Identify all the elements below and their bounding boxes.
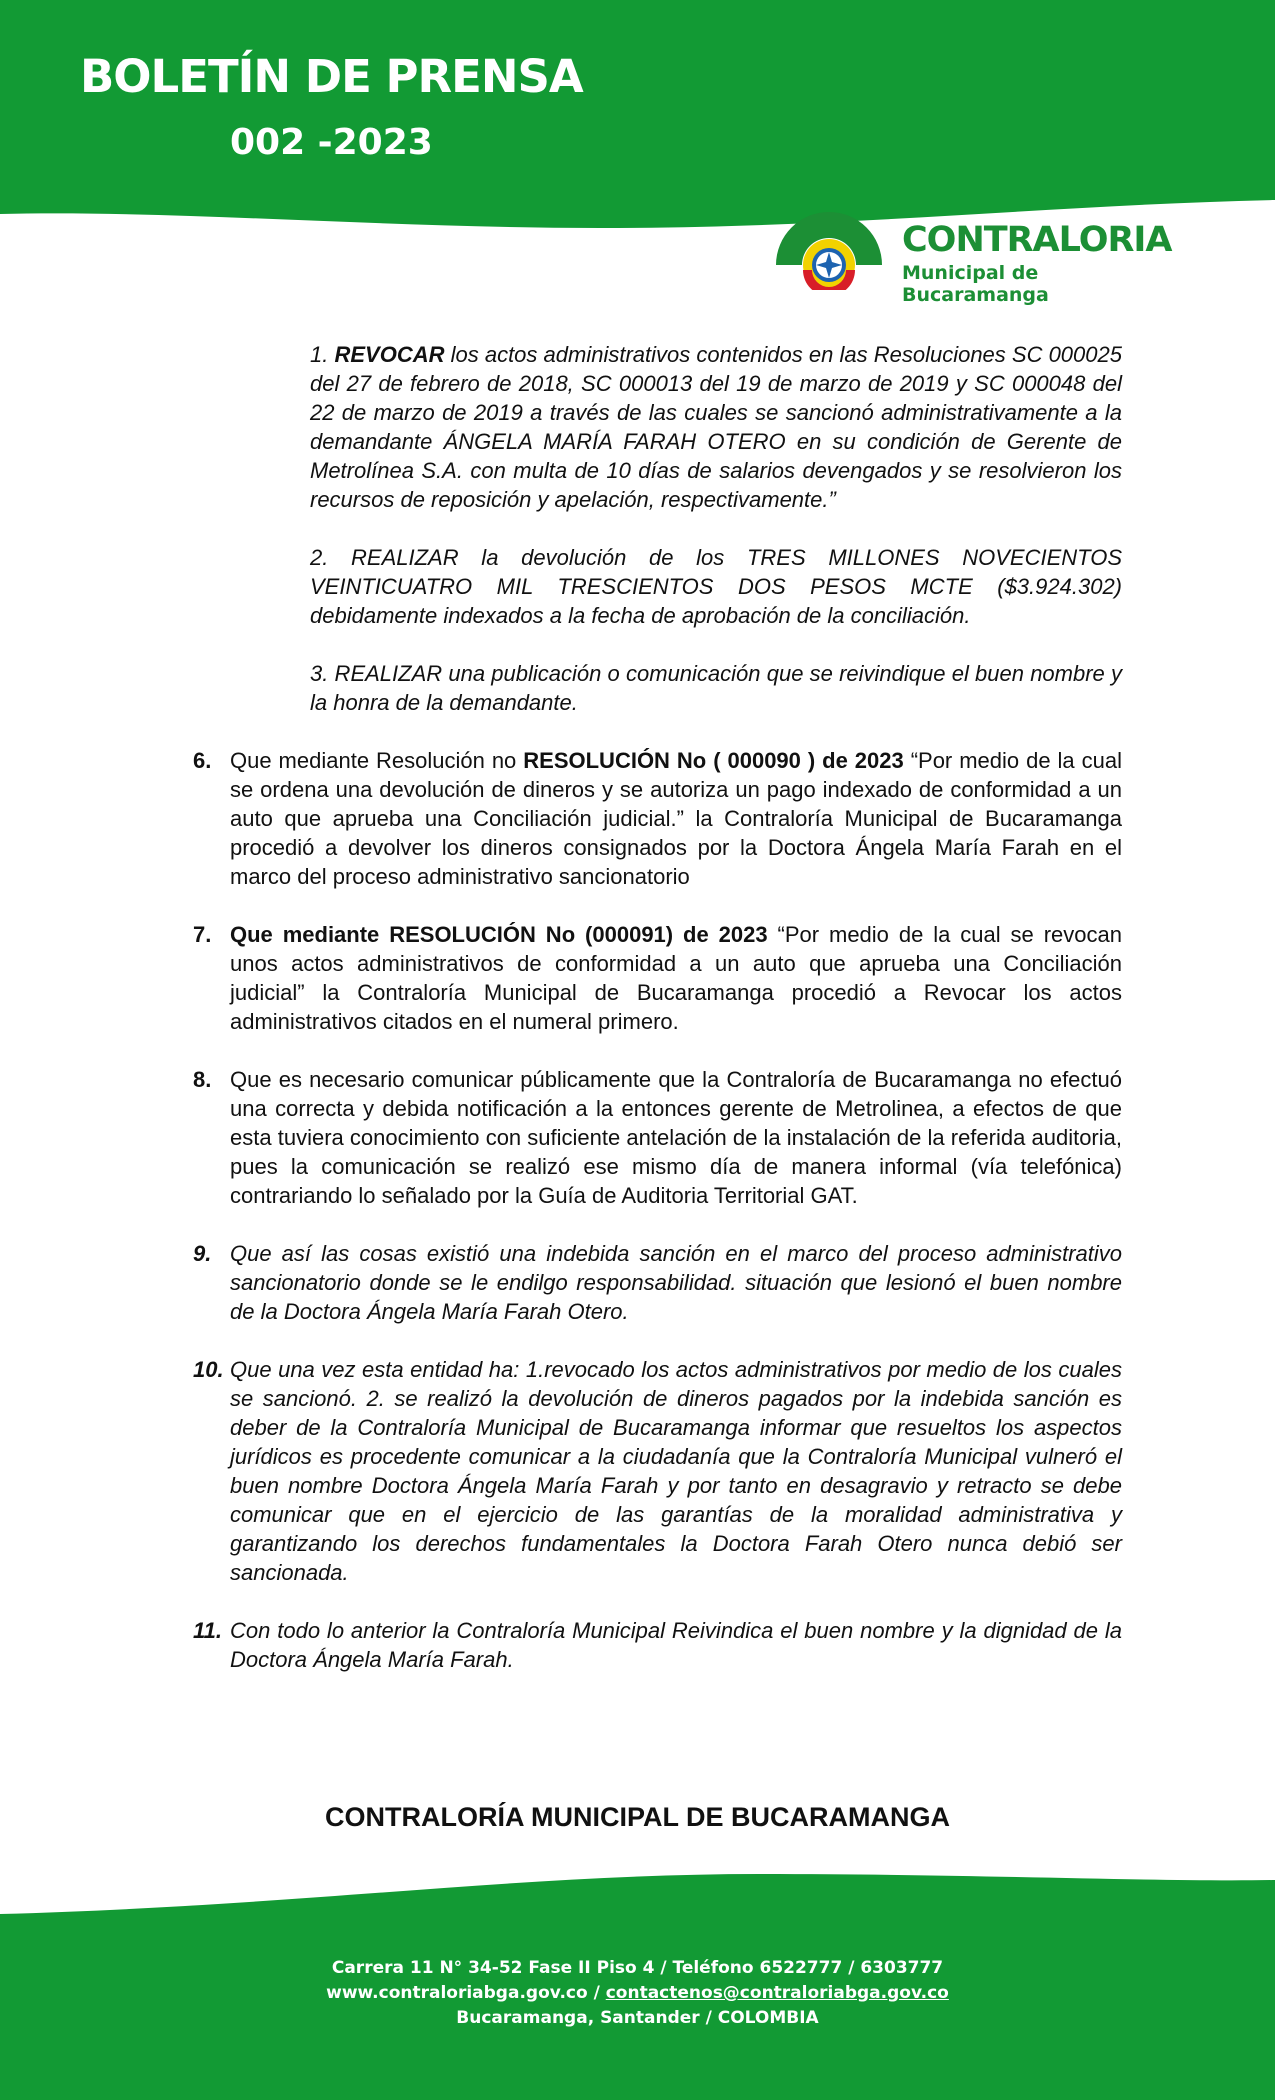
sub-item-1-prefix: 1. bbox=[310, 342, 335, 367]
email-link[interactable]: contactenos@contraloriabga.gov.co bbox=[605, 1983, 949, 2003]
contraloria-logo bbox=[774, 210, 1174, 306]
item-6-lead: Que mediante Resolución no bbox=[230, 748, 524, 773]
footer-links bbox=[0, 1981, 1275, 2006]
header-band bbox=[0, 0, 1275, 240]
logo-emblem-icon bbox=[774, 210, 884, 290]
sub-item-1-bold: REVOCAR bbox=[334, 342, 445, 367]
bulletin-title: BOLETÍN DE PRENSA bbox=[80, 50, 583, 103]
footer-city: Bucaramanga, Santander / COLOMBIA bbox=[456, 2008, 819, 2028]
item-7-bold: Que mediante RESOLUCIÓN No (000091) de 2023 bbox=[230, 922, 768, 947]
item-text: Con todo lo anterior la Contraloría Municipal Reivindica el buen nombre y la dignidad de la Doctora Ángela María Farah. bbox=[230, 1618, 1122, 1672]
item-number: 8. bbox=[193, 1067, 212, 1092]
numbered-item-9 bbox=[193, 1239, 1122, 1326]
sub-item-2: 2. REALIZAR la devolución de los TRES MILLONES NOVECIENTOS VEINTICUATRO MIL TRESCIENTOS DOS PESOS MCTE ($3.924.302) debidamente indexados a la fecha de aprobación de la conciliación. bbox=[310, 545, 1122, 628]
website-link[interactable]: www.contraloriabga.gov.co bbox=[326, 1983, 588, 2003]
bulletin-body bbox=[0, 318, 1275, 1703]
item-number: 10. bbox=[193, 1357, 224, 1382]
item-number: 9. bbox=[193, 1241, 212, 1266]
logo-wordmark: CONTRALORIA bbox=[902, 220, 1172, 260]
numbered-item-11 bbox=[193, 1616, 1122, 1674]
item-7-text: “Por medio de la cual se revocan unos actos administrativos de conformidad a un auto que aprueba una Conciliación judicial” la Contraloría Municipal de Bucaramanga procedió a Revocar los actos administrativos citados en el numeral primero. bbox=[230, 922, 1122, 1034]
footer-contact bbox=[0, 1956, 1275, 2031]
sub-item-3: 3. REALIZAR una publicación o comunicación que se reivindique el buen nombre y la honra de la demandante. bbox=[310, 661, 1122, 715]
item-text bbox=[230, 746, 1122, 891]
item-text: Que es necesario comunicar públicamente que la Contraloría de Bucaramanga no efectuó una correcta y debida notificación a la entonces gerente de Metrolinea, a efectos de que esta tuviera conocimiento con suficiente antelación de la instalación de la referida auditoria, pues la comunicación se realizó ese mismo día de manera informal (vía telefónica) contrariando lo señalado por la Guía de Auditoria Territorial GAT. bbox=[230, 1067, 1122, 1208]
signature: CONTRALORÍA MUNICIPAL DE BUCARAMANGA bbox=[325, 1802, 950, 1832]
item-text bbox=[230, 920, 1122, 1036]
numbered-item-7 bbox=[193, 920, 1122, 1036]
bulletin-number: 002 -2023 bbox=[230, 122, 433, 163]
item-number: 11. bbox=[193, 1618, 222, 1643]
numbered-item-8 bbox=[193, 1065, 1122, 1210]
numbered-item-10 bbox=[193, 1355, 1122, 1587]
footer-address: Carrera 11 N° 34-52 Fase II Piso 4 / Teléfono 6522777 / 6303777 bbox=[331, 1958, 944, 1978]
item-text: Que una vez esta entidad ha: 1.revocado los actos administrativos por medio de los cuales se sancionó. 2. se realizó la devolución de dineros pagados por la indebida sanción es deber de la Contraloría Municipal de Bucaramanga informar que resueltos los aspectos jurídicos es procedente comunicar a la ciudadanía que la Contraloría Municipal vulneró el buen nombre Doctora Ángela María Farah y por tanto en desagravio y retracto se debe comunicar que en el ejercicio de las garantías de la moralidad administrativa y garantizando los derechos fundamentales la Doctora Farah Otero nunca debió ser sancionada. bbox=[230, 1357, 1122, 1585]
item-6-bold: RESOLUCIÓN No ( 000090 ) de 2023 bbox=[523, 748, 904, 773]
item-text: Que así las cosas existió una indebida sanción en el marco del proceso administrativo sancionatorio donde se le endilgo responsabilidad. situación que lesionó el buen nombre de la Doctora Ángela María Farah Otero. bbox=[230, 1241, 1122, 1324]
logo-subtitle: Municipal de Bucaramanga bbox=[902, 262, 1049, 306]
item-number: 6. bbox=[193, 748, 212, 773]
link-separator: / bbox=[587, 1983, 606, 2003]
sub-item-1 bbox=[310, 340, 1122, 514]
sub-item-1-text: los actos administrativos contenidos en las Resoluciones SC 000025 del 27 de febrero de 2018, SC 000013 del 19 de marzo de 2019 y SC 000048 del 22 de marzo de 2019 a través de las cuales se sancionó administrativamente a la demandante ÁNGELA MARÍA FARAH OTERO en su condición de Gerente de Metrolínea S.A. con multa de 10 días de salarios devengados y se resolvieron los recursos de reposición y apelación, respectivamente.” bbox=[310, 342, 1122, 512]
item-number: 7. bbox=[193, 922, 212, 947]
numbered-item-6 bbox=[193, 746, 1122, 891]
item-6-text: “Por medio de la cual se ordena una devolución de dineros y se autoriza un pago indexado de conformidad a un auto que aprueba una Conciliación judicial.” la Contraloría Municipal de Bucaramanga procedió a devolver los dineros consignados por la Doctora Ángela María Farah en el marco del proceso administrativo sancionatorio bbox=[230, 748, 1122, 889]
